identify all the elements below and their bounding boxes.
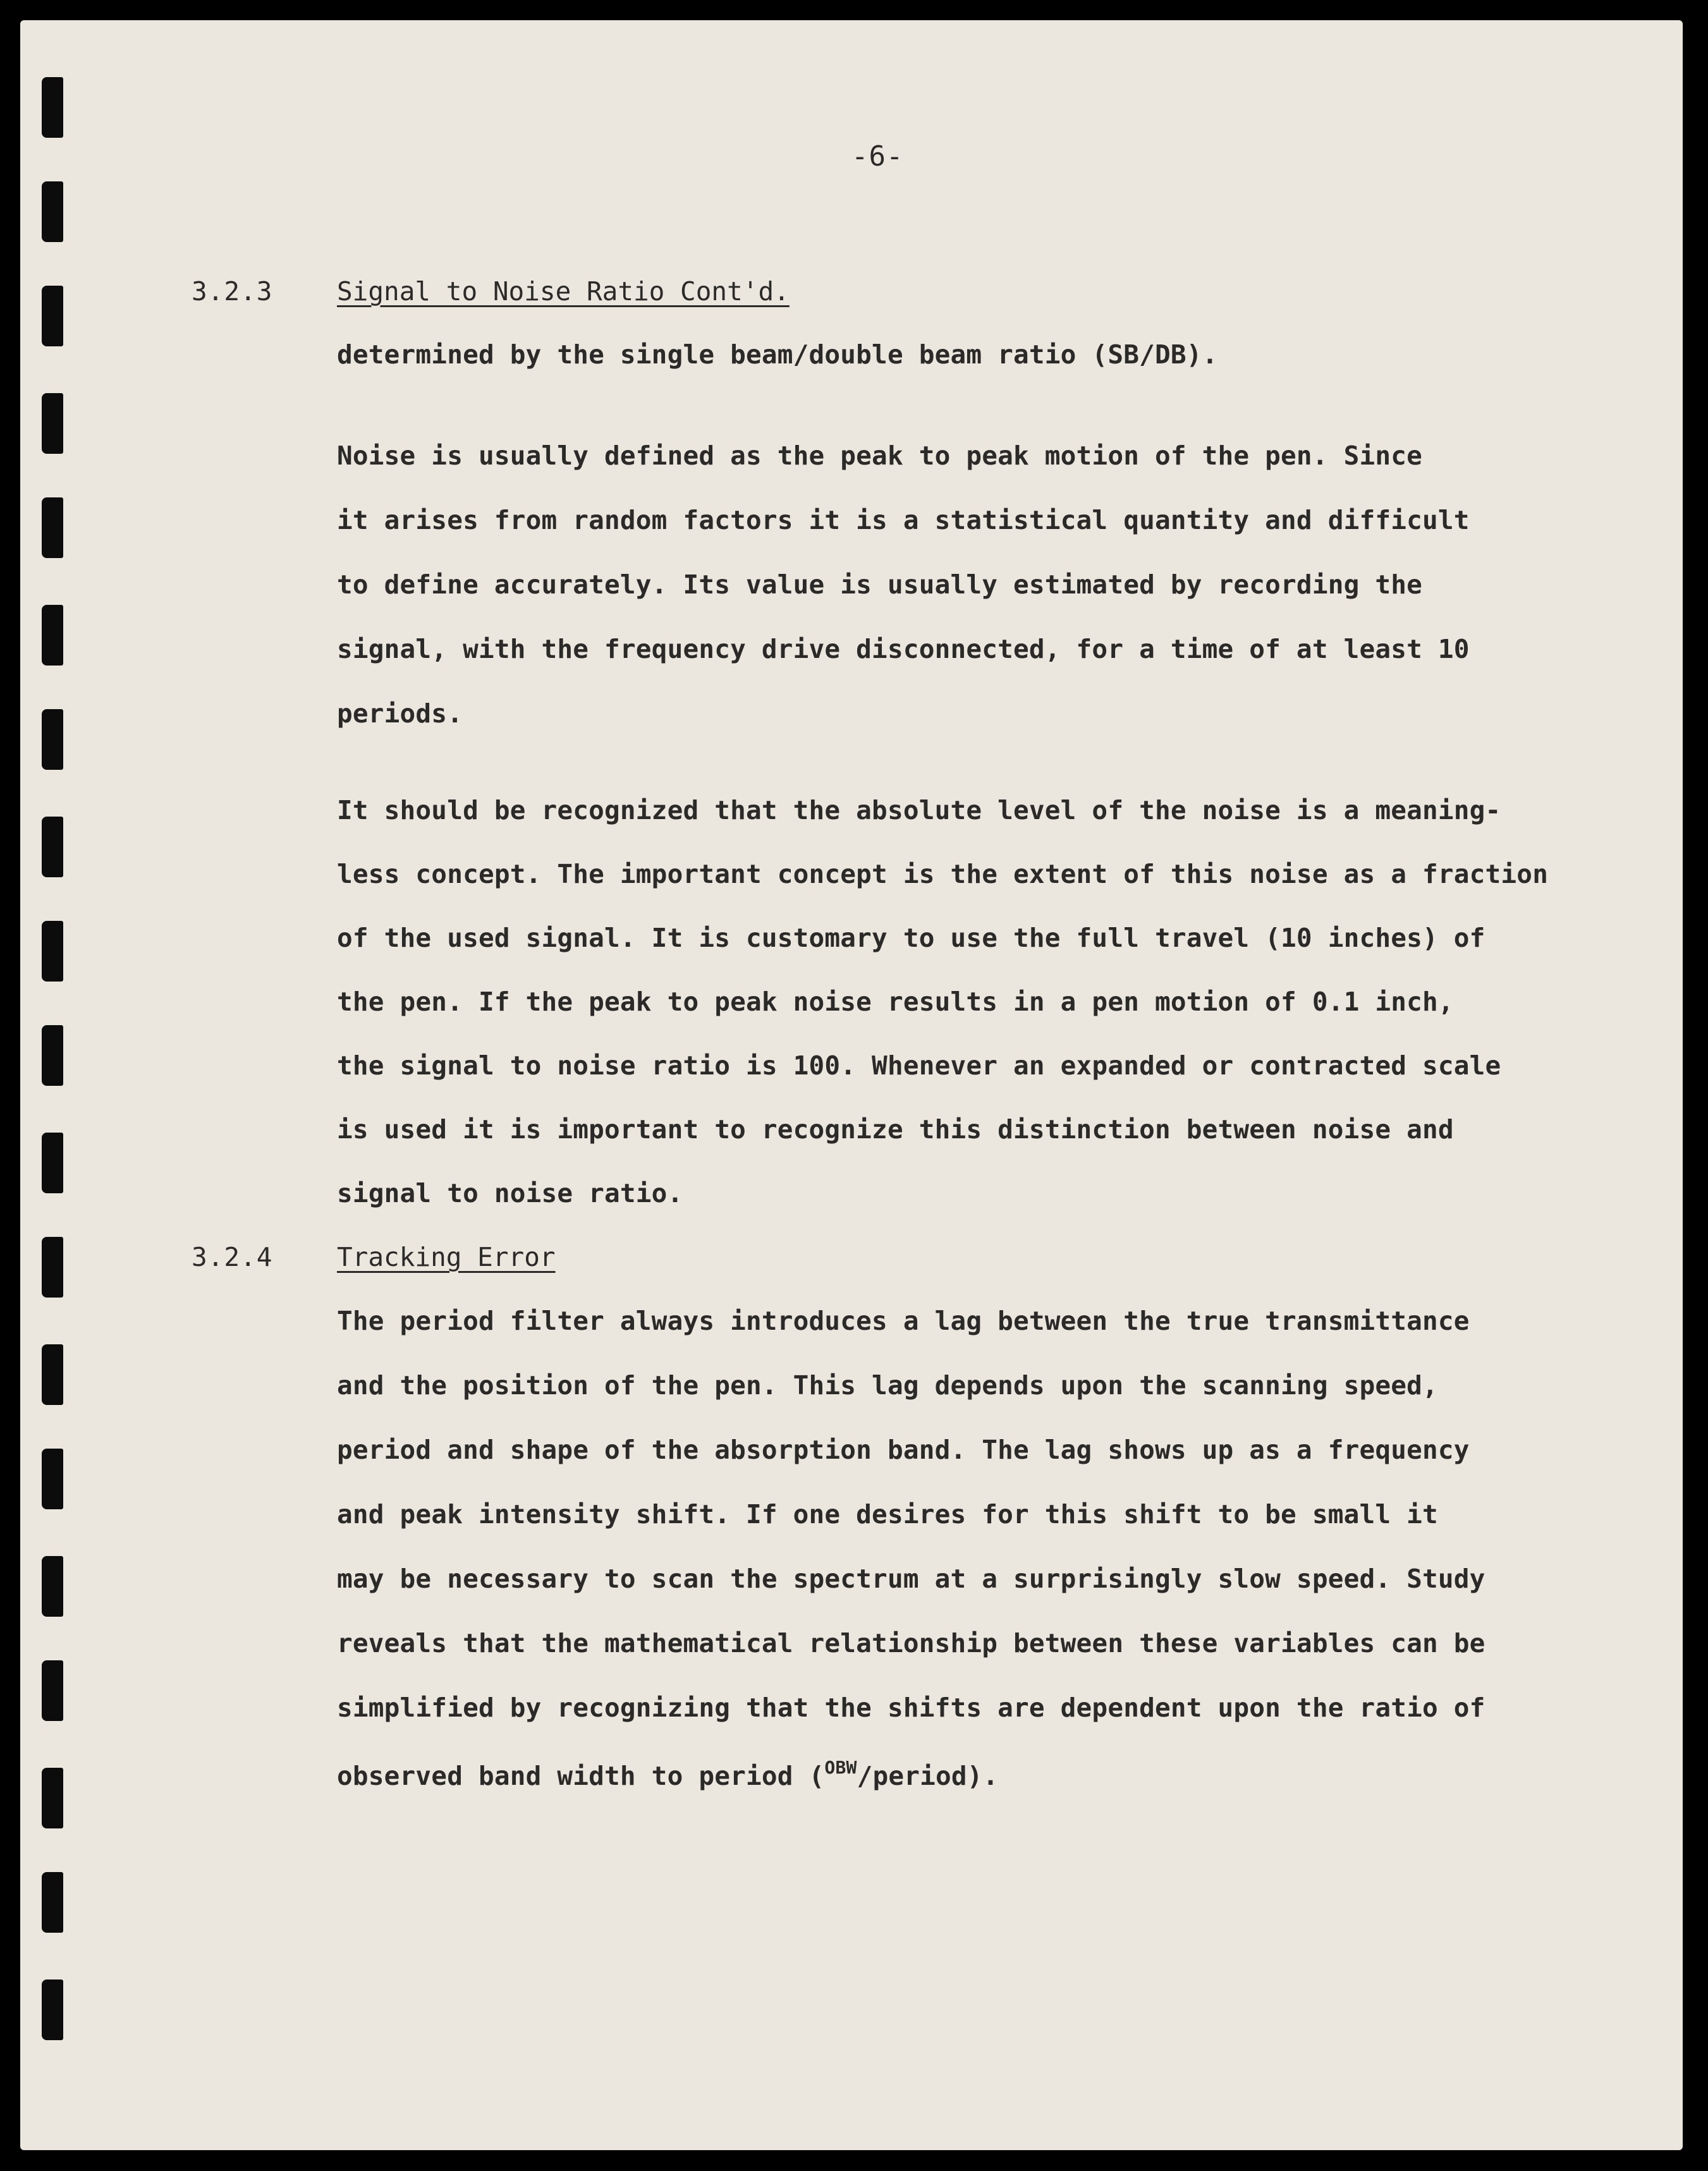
text-line: signal to noise ratio.	[337, 1178, 683, 1208]
punch-hole	[42, 605, 63, 666]
text-prefix: observed band width to period (	[337, 1761, 825, 1791]
text-line-last	[337, 1757, 999, 1791]
punch-hole	[42, 1660, 63, 1721]
punch-hole	[42, 1133, 63, 1193]
text-line: may be necessary to scan the spectrum at a surprisingly slow speed. Study	[337, 1564, 1485, 1594]
punch-hole	[42, 1237, 63, 1298]
text-line: less concept. The important concept is the extent of this noise as a fraction	[337, 859, 1549, 889]
punch-hole	[42, 1979, 63, 2040]
text-line: is used it is important to recognize this distinction between noise and	[337, 1114, 1454, 1145]
punch-hole	[42, 77, 63, 138]
punch-hole	[42, 286, 63, 346]
section-heading-323: Signal to Noise Ratio Cont'd.	[337, 276, 790, 307]
punch-hole	[42, 1025, 63, 1086]
punch-hole	[42, 817, 63, 877]
text-line: period and shape of the absorption band. The lag shows up as a frequency	[337, 1435, 1470, 1465]
document-page	[20, 20, 1683, 2150]
text-line: signal, with the frequency drive disconnected, for a time of at least 10	[337, 634, 1470, 664]
text-line: of the used signal. It is customary to use the full travel (10 inches) of	[337, 923, 1485, 953]
punch-hole	[42, 1768, 63, 1828]
punch-hole	[42, 709, 63, 770]
punch-hole	[42, 393, 63, 454]
text-line: Noise is usually defined as the peak to peak motion of the pen. Since	[337, 441, 1423, 471]
punch-hole	[42, 1344, 63, 1405]
punch-hole	[42, 1449, 63, 1509]
text-line: It should be recognized that the absolute level of the noise is a meaning-	[337, 795, 1501, 825]
page-number: -6-	[851, 140, 904, 173]
punch-hole	[42, 1556, 63, 1617]
text-line: determined by the single beam/double beam ratio (SB/DB).	[337, 339, 1218, 370]
section-number-323: 3.2.3	[192, 276, 273, 307]
text-line: reveals that the mathematical relationship between these variables can be	[337, 1628, 1485, 1658]
superscript-obw: OBW	[824, 1757, 857, 1778]
text-line: simplified by recognizing that the shifts are dependent upon the ratio of	[337, 1693, 1485, 1723]
text-line: to define accurately. Its value is usually estimated by recording the	[337, 569, 1423, 600]
text-line: The period filter always introduces a lag between the true transmittance	[337, 1306, 1470, 1336]
text-line: it arises from random factors it is a statistical quantity and difficult	[337, 505, 1470, 535]
punch-hole	[42, 181, 63, 242]
text-line: and the position of the pen. This lag depends upon the scanning speed,	[337, 1370, 1438, 1401]
text-line: the signal to noise ratio is 100. Whenever an expanded or contracted scale	[337, 1050, 1501, 1081]
section-number-324: 3.2.4	[192, 1242, 273, 1272]
punch-hole	[42, 497, 63, 558]
section-heading-324: Tracking Error	[337, 1242, 556, 1272]
punch-hole	[42, 921, 63, 982]
text-suffix: /period).	[857, 1761, 999, 1791]
punch-hole	[42, 1872, 63, 1933]
text-line: periods.	[337, 698, 463, 729]
text-line: and peak intensity shift. If one desires for this shift to be small it	[337, 1499, 1438, 1529]
text-line: the pen. If the peak to peak noise results in a pen motion of 0.1 inch,	[337, 987, 1454, 1017]
